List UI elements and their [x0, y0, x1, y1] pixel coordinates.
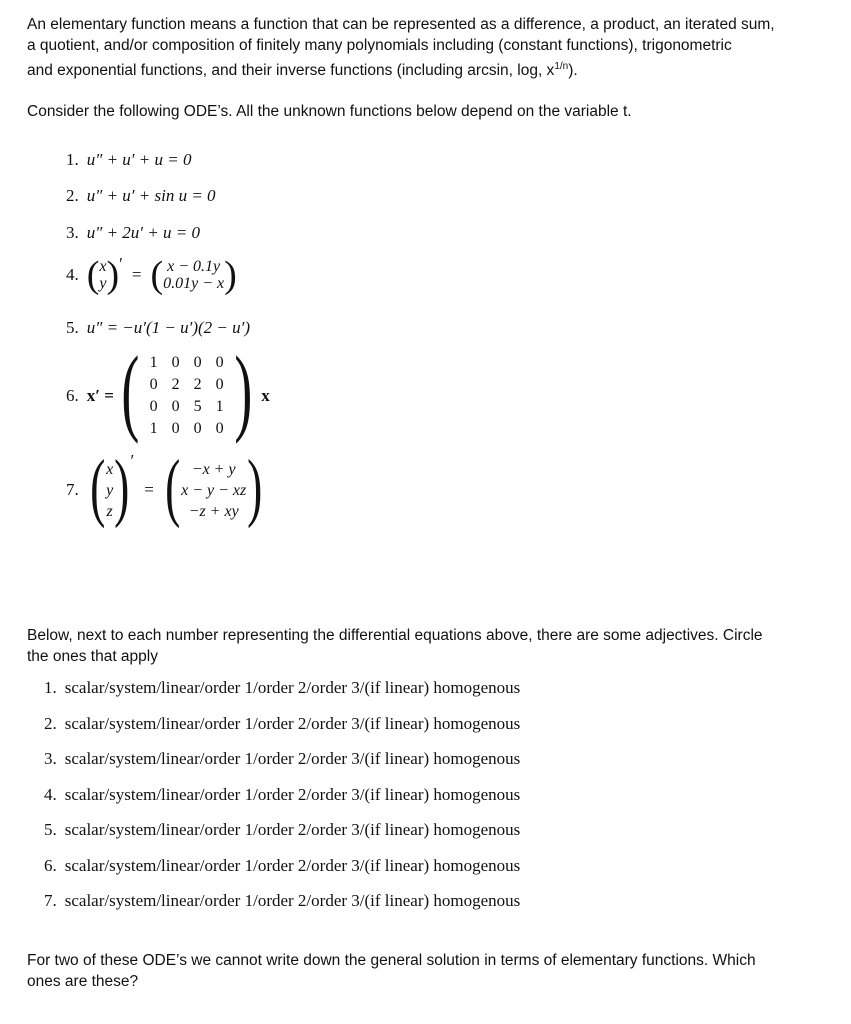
equation-4-prime: ′	[119, 254, 123, 273]
equation-7-equals: =	[144, 480, 154, 499]
matrix-cell: 1	[149, 354, 158, 371]
list-item-number: 7.	[44, 891, 57, 910]
equation-3	[66, 223, 200, 243]
equation-6-number: 6.	[66, 386, 79, 405]
equation-5-text: u″ = −u′(1 − u′)(2 − u′)	[86, 318, 251, 337]
equation-4-lhs-close-paren: )	[106, 254, 120, 296]
matrix-cell: 0	[215, 376, 224, 393]
equation-4-rhs-open-paren: (	[150, 254, 164, 296]
equation-4-rhs-bottom: 0.01y − x	[163, 275, 225, 292]
matrix-cell: 2	[193, 376, 202, 393]
matrix-cell: 2	[171, 376, 180, 393]
equation-6-matrix	[143, 353, 231, 439]
equation-7-lhs-open-paren: (	[89, 445, 105, 529]
equation-4-number: 4.	[66, 265, 79, 284]
equation-6-lhs-text: x′ =	[86, 386, 114, 405]
equation-2	[66, 186, 216, 206]
matrix-cell: 1	[215, 398, 224, 415]
equation-4-lhs-top: x	[99, 258, 107, 275]
list-item	[44, 749, 520, 769]
matrix-cell: 0	[215, 354, 224, 371]
equation-7	[66, 445, 264, 529]
equation-3-text: u″ + 2u′ + u = 0	[86, 223, 200, 242]
intro-line-3	[27, 56, 827, 81]
list-item-text: scalar/system/linear/order 1/order 2/order 3/(if linear) homogenous	[64, 856, 521, 875]
list-item-number: 2.	[44, 714, 57, 733]
list-item-text: scalar/system/linear/order 1/order 2/order 3/(if linear) homogenous	[64, 678, 521, 697]
equation-4-lhs-vector	[99, 258, 106, 292]
list-item	[44, 856, 520, 876]
list-item-text: scalar/system/linear/order 1/order 2/order 3/(if linear) homogenous	[64, 891, 521, 910]
equation-4-rhs-vector	[163, 258, 224, 292]
list-item-number: 5.	[44, 820, 57, 839]
equation-7-rhs-vector	[181, 459, 246, 522]
equation-5-number: 5.	[66, 318, 79, 337]
matrix-cell: 0	[149, 376, 158, 393]
matrix-cell: 0	[149, 398, 158, 415]
equation-7-rhs-3: −z + xy	[188, 502, 239, 520]
matrix-cell: 5	[193, 398, 202, 415]
list-item-number: 3.	[44, 749, 57, 768]
equation-3-number: 3.	[66, 223, 79, 242]
list-item-text: scalar/system/linear/order 1/order 2/order 3/(if linear) homogenous	[64, 785, 521, 804]
equation-7-rhs-1: −x + y	[191, 460, 236, 478]
final-question	[27, 950, 827, 992]
equation-4-rhs-top: x − 0.1y	[167, 258, 221, 275]
list-item-number: 6.	[44, 856, 57, 875]
equation-7-lhs-y: y	[106, 481, 114, 499]
matrix-cell: 0	[215, 420, 224, 437]
list-item	[44, 891, 520, 911]
equation-7-lhs-z: z	[106, 502, 113, 520]
equation-7-lhs-close-paren: )	[114, 445, 130, 529]
list-item-number: 4.	[44, 785, 57, 804]
final-line-2: ones are these?	[27, 973, 139, 990]
matrix-cell: 0	[171, 398, 180, 415]
intro-line-1: An elementary function means a function that can be represented as a difference, a product, an iterated sum,	[27, 16, 775, 33]
matrix-cell: 0	[193, 420, 202, 437]
equation-6-matrix-open-paren: (	[121, 337, 140, 445]
equation-6-matrix-close-paren: )	[233, 337, 252, 445]
equation-7-lhs-vector	[106, 459, 113, 522]
below-line-1: Below, next to each number representing the differential equations above, there are some adjectives. Circle	[27, 627, 763, 644]
matrix-cell: 0	[171, 420, 180, 437]
equation-7-lhs-x: x	[106, 460, 114, 478]
list-item-text: scalar/system/linear/order 1/order 2/order 3/(if linear) homogenous	[64, 714, 521, 733]
equation-6-vector: x	[261, 386, 270, 405]
equation-7-rhs-open-paren: (	[164, 445, 181, 529]
intro-paragraph	[27, 14, 827, 81]
intro-line-3-sup: 1/n	[554, 61, 569, 72]
equation-6-lhs	[87, 386, 114, 406]
list-item	[44, 714, 520, 734]
final-line-1: For two of these ODE’s we cannot write down the general solution in terms of elementary functions. Which	[27, 952, 756, 969]
intro-line-2: a quotient, and/or composition of finitely many polynomials including (constant functions), trigonometric	[27, 37, 732, 54]
equation-5	[66, 318, 250, 338]
matrix-cell: 0	[171, 354, 180, 371]
equation-7-rhs-2: x − y − xz	[181, 481, 247, 499]
equation-1-number: 1.	[66, 150, 79, 169]
equation-1-text: u″ + u′ + u = 0	[86, 150, 192, 169]
intro-line-3-b: ).	[568, 62, 578, 80]
adjective-text	[0, 0, 1, 1]
equation-7-rhs-close-paren: )	[247, 445, 263, 529]
list-item	[44, 820, 520, 840]
equation-2-text: u″ + u′ + sin u = 0	[86, 186, 216, 205]
below-line-2: the ones that apply	[27, 648, 158, 665]
equation-2-number: 2.	[66, 186, 79, 205]
list-item	[44, 785, 520, 805]
list-item-number: 1.	[44, 678, 57, 697]
equation-7-number: 7.	[66, 480, 79, 499]
consider-line: Consider the following ODE’s. All the unknown functions below depend on the variable t.	[27, 103, 632, 120]
equation-4	[66, 256, 237, 294]
list-item-text: scalar/system/linear/order 1/order 2/order 3/(if linear) homogenous	[64, 820, 521, 839]
matrix-cell: 0	[193, 354, 202, 371]
equation-4-rhs-close-paren: )	[224, 254, 237, 296]
equation-4-equals: =	[131, 265, 142, 284]
equation-1	[66, 150, 191, 170]
equation-6	[66, 337, 270, 445]
list-item	[44, 678, 520, 698]
below-paragraph	[27, 625, 827, 667]
equation-4-lhs-open-paren: (	[86, 254, 100, 296]
list-item-text: scalar/system/linear/order 1/order 2/order 3/(if linear) homogenous	[64, 749, 521, 768]
intro-line-3-a: and exponential functions, and their inverse functions (including arcsin, log, x	[27, 62, 555, 80]
equation-4-lhs-bottom: y	[99, 275, 107, 292]
equation-7-prime: ′	[130, 451, 135, 470]
matrix-cell: 1	[149, 420, 158, 437]
